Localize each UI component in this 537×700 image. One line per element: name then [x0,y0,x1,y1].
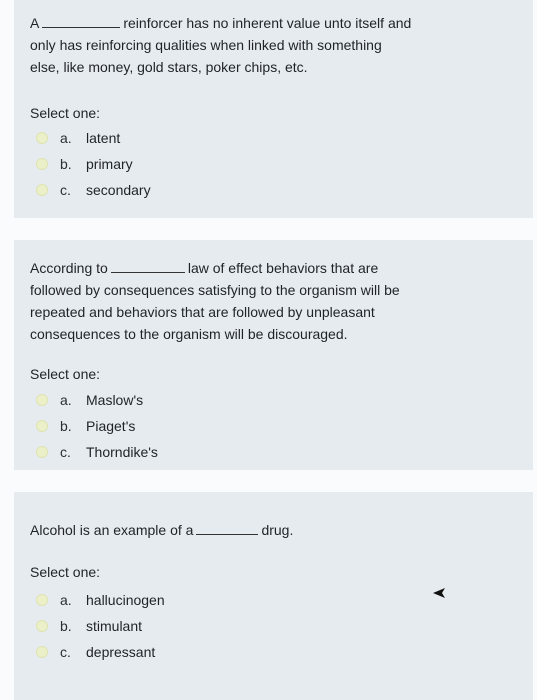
select-one-label: Select one: [30,105,101,121]
radio-button[interactable] [36,646,48,658]
option-letter: c. [60,444,71,460]
option-letter: c. [60,644,71,660]
option-c[interactable] [36,178,151,202]
option-label: primary [86,156,133,172]
option-letter: a. [60,592,72,608]
radio-button[interactable] [36,620,48,632]
option-c[interactable] [36,440,158,464]
question-text-line: else, like money, gold stars, poker chips, etc. [30,59,308,75]
question-text-line: only has reinforcing qualities when linked with something [30,37,382,53]
option-b[interactable] [36,614,142,638]
option-a[interactable] [36,588,165,612]
option-label: stimulant [86,618,143,634]
option-a[interactable] [36,126,120,150]
option-label: latent [86,130,121,146]
question-text-part: law of effect behaviors that are [187,260,379,276]
question-text [30,519,453,541]
radio-button[interactable] [36,132,48,144]
question-text [30,12,453,78]
option-letter: b. [60,618,72,634]
option-label: depressant [86,644,156,660]
option-letter: b. [60,418,72,434]
option-label: Maslow's [86,392,144,408]
select-one-label: Select one: [30,366,101,382]
question-text-line: consequences to the organism will be discouraged. [30,326,348,342]
radio-button[interactable] [36,158,48,170]
answer-blank [111,260,185,273]
option-b[interactable] [36,152,133,176]
question-card-2 [14,240,533,470]
option-label: hallucinogen [86,592,165,608]
option-letter: a. [60,392,72,408]
option-a[interactable] [36,388,143,412]
radio-button[interactable] [36,420,48,432]
option-label: Piaget's [86,418,136,434]
radio-button[interactable] [36,184,48,196]
option-letter: c. [60,182,71,198]
radio-button[interactable] [36,394,48,406]
question-card-3 [14,492,533,700]
question-text-part: A [30,15,40,31]
option-label: secondary [86,182,151,198]
select-one-label: Select one: [30,564,101,580]
option-c[interactable] [36,640,155,664]
answer-blank [42,15,120,28]
question-text-part: According to [30,260,108,276]
answer-blank [196,522,258,535]
question-text-part: drug. [261,522,294,538]
option-letter: b. [60,156,72,172]
mouse-pointer-icon [432,586,446,600]
question-text [30,257,423,345]
option-letter: a. [60,130,72,146]
question-card-1 [14,0,533,218]
radio-button[interactable] [36,594,48,606]
question-text-line: repeated and behaviors that are followed by unpleasant [30,304,375,320]
option-b[interactable] [36,414,135,438]
question-text-part: reinforcer has no inherent value unto itself and [123,15,412,31]
question-text-part: Alcohol is an example of a [30,522,194,538]
option-label: Thorndike's [86,444,158,460]
radio-button[interactable] [36,446,48,458]
question-text-line: followed by consequences satisfying to the organism will be [30,282,400,298]
